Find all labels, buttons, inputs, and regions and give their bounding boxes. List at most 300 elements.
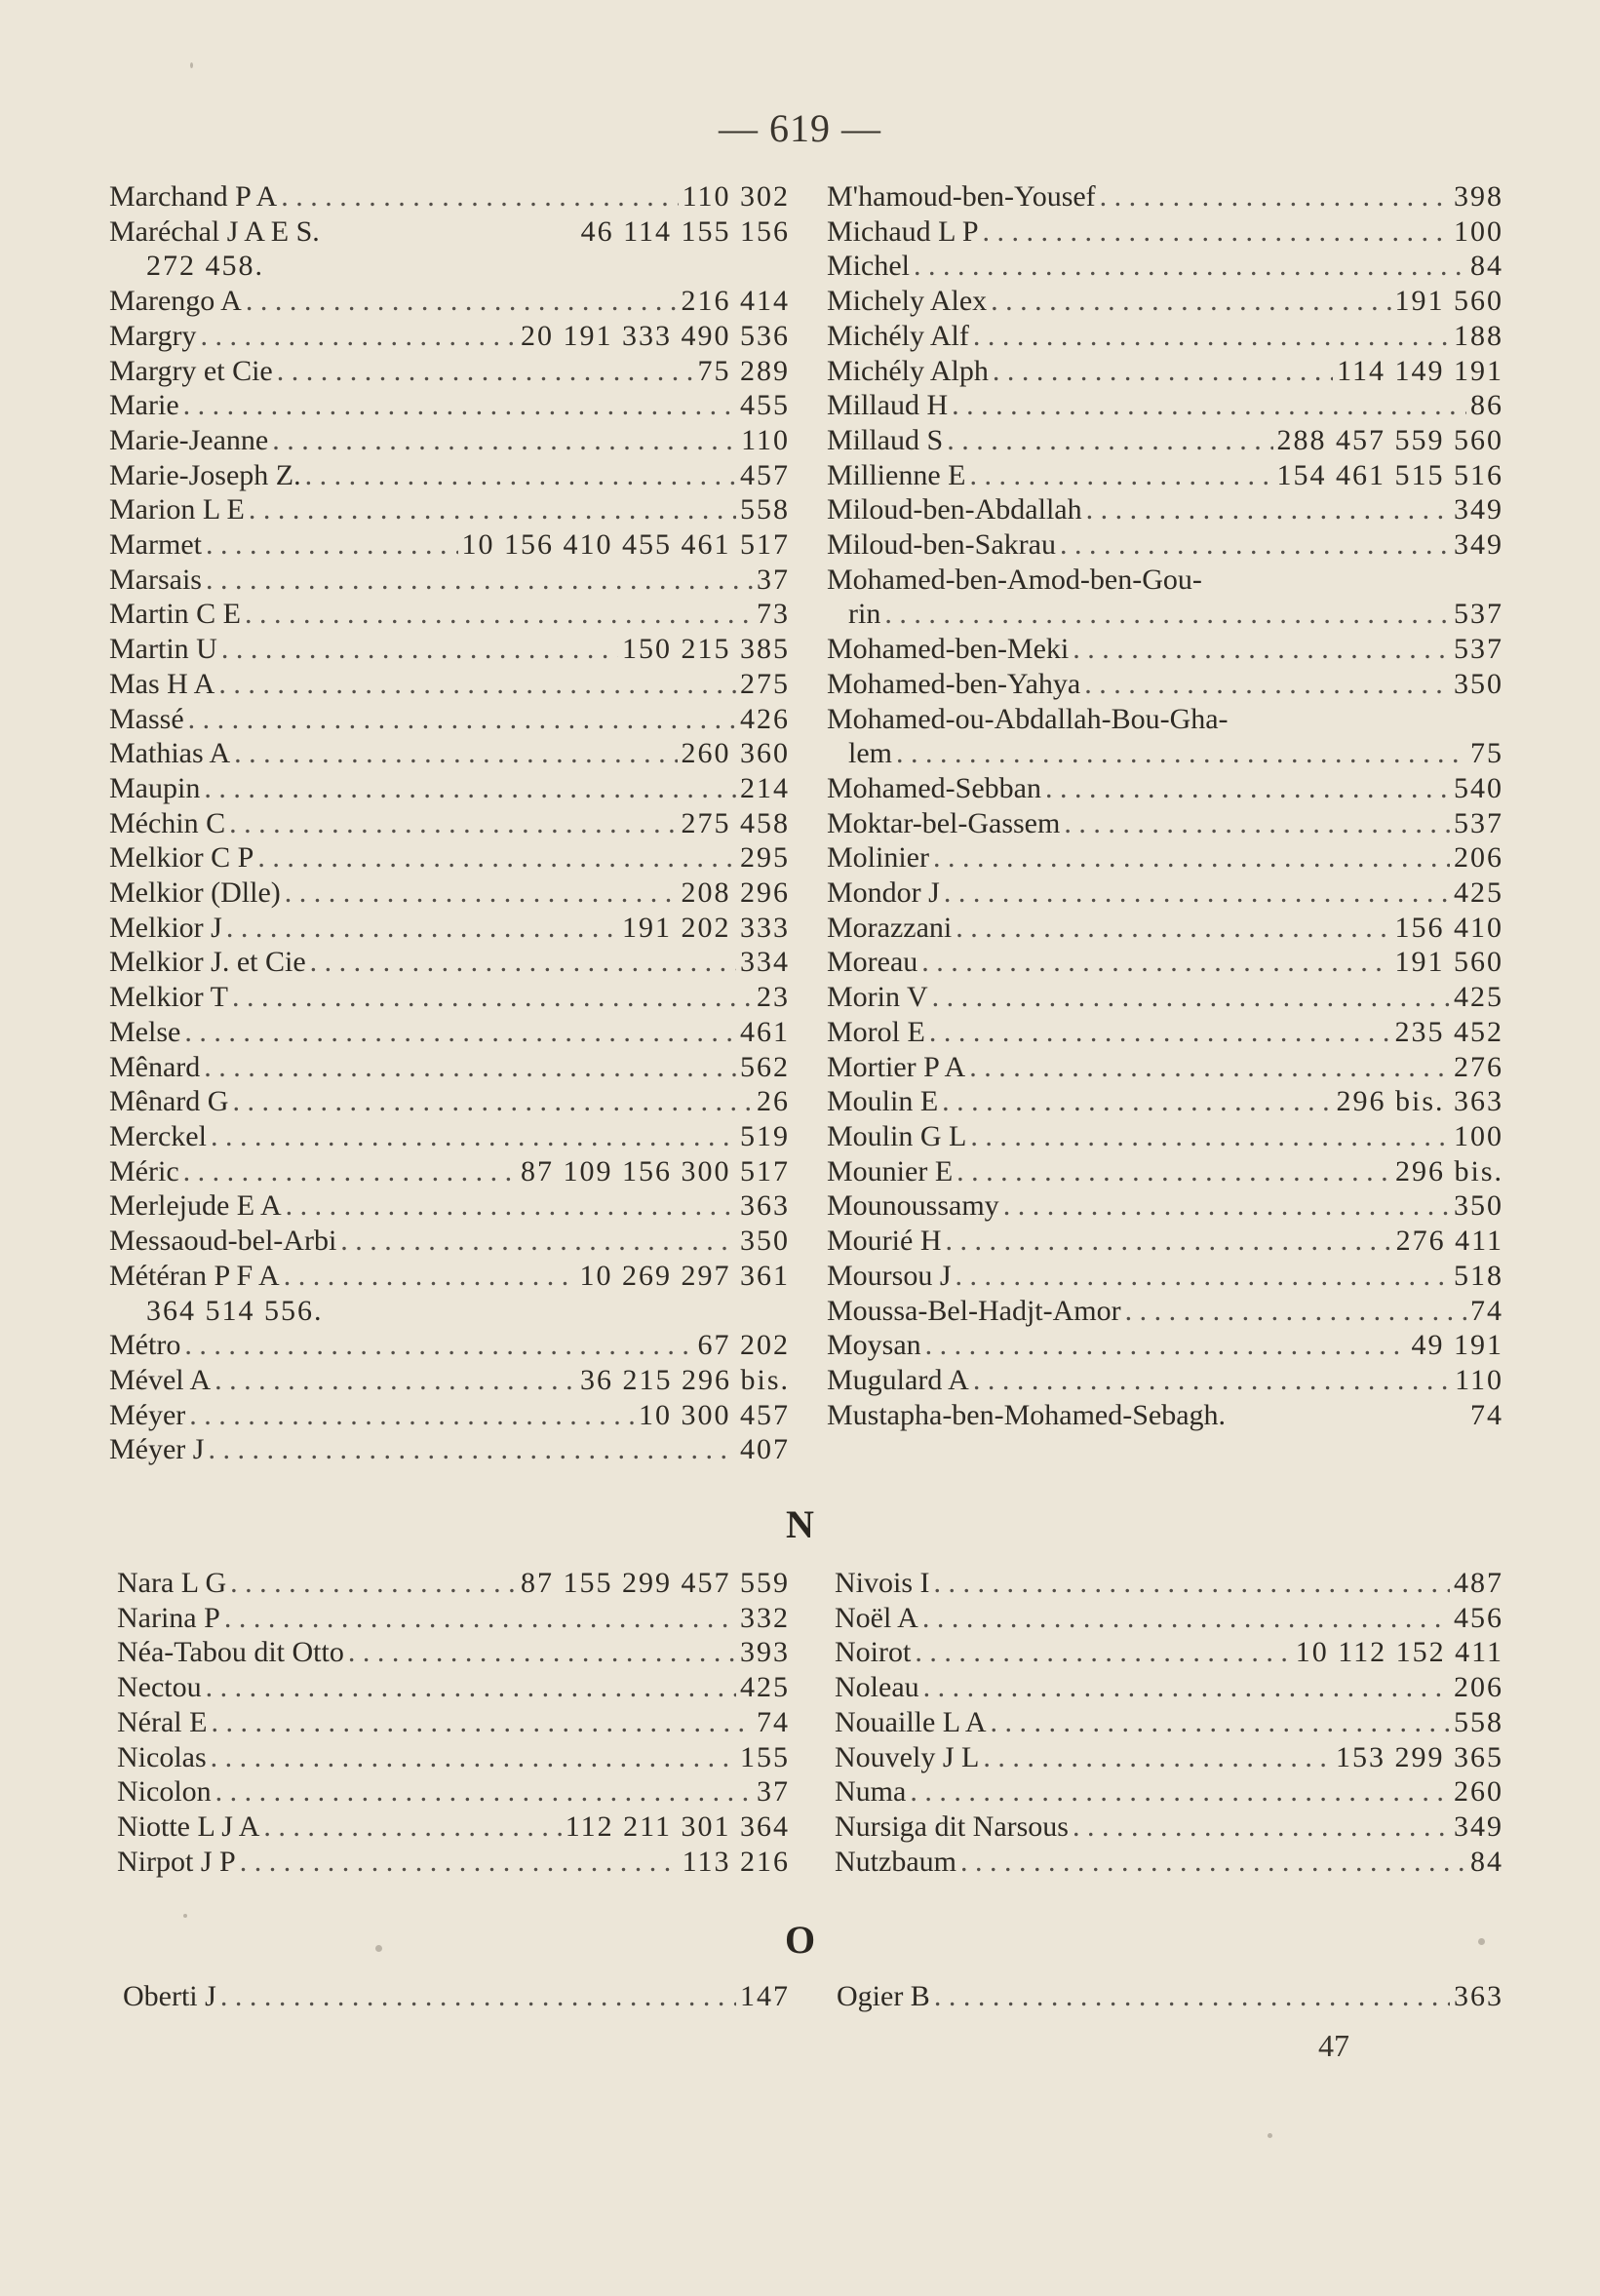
dot-leader xyxy=(956,911,1390,946)
entry-name: Noleau xyxy=(835,1671,919,1704)
index-entry xyxy=(109,876,790,911)
entry-page-refs: 74 xyxy=(1470,1294,1503,1327)
dot-leader xyxy=(1073,632,1450,667)
entry-page-refs: 110 xyxy=(1455,1363,1503,1396)
dot-leader xyxy=(206,527,458,563)
entry-name: Melse xyxy=(109,1015,181,1048)
entry-page-refs: 275 xyxy=(740,667,790,700)
index-entry xyxy=(835,1566,1503,1601)
entry-page-refs: 110 302 xyxy=(682,180,790,213)
dot-leader xyxy=(224,1601,736,1636)
dot-leader xyxy=(285,876,678,911)
entry-page-refs: 191 560 xyxy=(1394,285,1503,318)
entry-name: Moysan xyxy=(827,1329,921,1362)
dot-leader xyxy=(993,354,1333,389)
entry-name: Melkior (Dlle) xyxy=(109,876,281,910)
entry-name: Millaud H xyxy=(827,389,949,422)
entry-page-refs: 426 xyxy=(740,702,790,735)
entry-name: Marie-Jeanne xyxy=(109,423,269,456)
dot-leader xyxy=(215,1774,753,1810)
entry-name: Mével A xyxy=(109,1363,212,1396)
index-entry xyxy=(109,354,790,389)
dot-leader xyxy=(211,1119,736,1154)
dot-leader xyxy=(1003,1188,1450,1224)
entry-name: Morol E xyxy=(827,1015,925,1048)
entry-page-refs: 349 xyxy=(1454,493,1503,526)
entry-page-refs: 75 289 xyxy=(697,354,790,387)
entry-page-refs: 112 211 301 364 xyxy=(565,1810,790,1843)
entry-name: Mohamed-ben-Amod-ben-Gou- xyxy=(827,563,1202,596)
entry-page-refs: 36 215 296 bis. xyxy=(579,1363,790,1396)
entry-name: Méchin C xyxy=(109,806,226,839)
index-entry xyxy=(827,319,1503,354)
entry-name: Mohamed-Sebban xyxy=(827,771,1041,804)
entry-page-refs: 75 xyxy=(1470,737,1503,770)
entry-page-refs: 10 300 457 xyxy=(639,1398,790,1431)
entry-page-refs: 74 xyxy=(757,1705,790,1738)
dot-leader xyxy=(281,179,678,214)
entry-page-refs: 10 269 297 361 xyxy=(579,1259,790,1292)
entry-page-refs: 216 414 xyxy=(681,285,790,318)
index-entry xyxy=(827,911,1503,946)
index-entry xyxy=(827,1259,1503,1294)
entry-page-refs: 349 xyxy=(1454,1810,1503,1843)
index-entry xyxy=(117,1705,790,1740)
dot-leader xyxy=(934,1566,1451,1601)
dot-leader xyxy=(234,736,677,771)
dot-leader xyxy=(215,1363,576,1398)
dot-leader xyxy=(206,563,753,598)
dot-leader xyxy=(286,1188,736,1224)
index-entry xyxy=(109,911,790,946)
entry-page-refs: 74 xyxy=(1470,1398,1503,1431)
entry-page-refs: 100 xyxy=(1454,1119,1503,1152)
entry-page-refs: 288 457 559 560 xyxy=(1276,423,1503,456)
entry-name: Mohamed-ben-Meki xyxy=(827,633,1070,666)
entry-page-refs: 86 xyxy=(1470,389,1503,422)
entry-name: Noirot xyxy=(835,1636,912,1669)
dot-leader xyxy=(915,1635,1291,1670)
dot-leader xyxy=(240,1845,679,1880)
entry-name: Moursou J xyxy=(827,1259,952,1292)
dot-leader xyxy=(925,1328,1408,1363)
entry-name: Mênard G xyxy=(109,1085,229,1118)
index-entry xyxy=(827,1015,1503,1050)
index-entry xyxy=(117,1740,790,1775)
entry-name: Néa-Tabou dit Otto xyxy=(117,1636,344,1669)
dot-leader xyxy=(921,945,1390,980)
index-entry xyxy=(109,458,790,493)
index-entry xyxy=(827,458,1503,493)
index-entry xyxy=(109,563,790,598)
entry-page-refs: 20 191 333 490 536 xyxy=(521,319,790,352)
dot-leader xyxy=(969,458,1272,493)
entry-name: Oberti J xyxy=(123,1980,216,2012)
entry-name: Messaoud-bel-Arbi xyxy=(109,1225,337,1258)
dot-leader xyxy=(923,1670,1450,1705)
entry-page-refs: 154 461 515 516 xyxy=(1276,458,1503,491)
index-entry xyxy=(109,945,790,980)
index-entry xyxy=(109,1119,790,1154)
index-entry xyxy=(835,1740,1503,1775)
dot-leader xyxy=(956,1154,1391,1189)
entry-name: Margry et Cie xyxy=(109,354,273,387)
index-entry xyxy=(827,1119,1503,1154)
entry-name: Martin C E xyxy=(109,598,241,631)
entry-page-refs: 455 xyxy=(740,389,790,422)
entry-name: Morin V xyxy=(827,981,928,1014)
entry-page-refs: 393 xyxy=(740,1636,790,1669)
dot-leader xyxy=(310,945,736,980)
entry-page-refs: 276 411 xyxy=(1395,1225,1503,1258)
dot-leader xyxy=(960,1845,1466,1880)
index-entry xyxy=(837,1979,1503,2014)
index-entry xyxy=(109,840,790,876)
dot-leader xyxy=(226,911,618,946)
dot-leader xyxy=(204,771,736,806)
entry-page-refs: 540 xyxy=(1454,771,1503,804)
index-entry xyxy=(827,667,1503,702)
entry-name: Méyer J xyxy=(109,1433,205,1466)
entry-page-refs: 275 458 xyxy=(681,806,790,839)
index-entry xyxy=(109,771,790,806)
dot-leader xyxy=(272,423,737,458)
entry-page-refs: 350 xyxy=(1454,1189,1503,1223)
entry-name: Melkior J. et Cie xyxy=(109,946,306,979)
dot-leader xyxy=(1084,667,1450,702)
entry-name: Mohamed-ben-Yahya xyxy=(827,667,1081,700)
index-column-m-left xyxy=(109,179,790,1467)
section-heading-o: O xyxy=(784,1918,816,1962)
dot-leader xyxy=(230,1566,517,1601)
dot-leader xyxy=(910,1774,1450,1810)
entry-name: Néral E xyxy=(117,1705,208,1738)
index-entry xyxy=(827,771,1503,806)
entry-page-refs: 49 191 xyxy=(1411,1329,1503,1362)
entry-page-refs: 84 xyxy=(1470,250,1503,283)
index-entry xyxy=(109,1084,790,1119)
entry-page-refs: 235 452 xyxy=(1394,1015,1503,1048)
index-entry xyxy=(827,1050,1503,1085)
dot-leader xyxy=(1064,806,1450,841)
index-entry xyxy=(109,667,790,702)
entry-name: Niotte L J A xyxy=(117,1810,260,1843)
entry-name: Mounoussamy xyxy=(827,1189,999,1223)
index-entry xyxy=(827,214,1503,250)
entry-page-refs: 487 xyxy=(1454,1567,1503,1599)
entry-name: Martin U xyxy=(109,633,217,666)
entry-page-refs: 518 xyxy=(1454,1259,1503,1292)
entry-name: Nicolas xyxy=(117,1740,207,1773)
entry-page-refs: 155 xyxy=(740,1740,790,1773)
index-entry xyxy=(827,423,1503,458)
entry-name: Millienne E xyxy=(827,458,966,491)
index-entry xyxy=(117,1810,790,1845)
index-entry xyxy=(835,1670,1503,1705)
dot-leader xyxy=(188,702,736,737)
dot-leader xyxy=(945,1224,1391,1259)
entry-page-refs: 398 xyxy=(1454,180,1503,213)
dot-leader xyxy=(218,667,736,702)
dot-leader xyxy=(922,1601,1450,1636)
entry-page-refs: 296 bis. 363 xyxy=(1336,1085,1503,1118)
entry-page-refs: 334 xyxy=(740,946,790,979)
index-entry xyxy=(109,632,790,667)
entry-page-refs: 26 xyxy=(757,1085,790,1118)
entry-name: Michély Alph xyxy=(827,354,989,387)
dot-leader xyxy=(204,1050,736,1085)
entry-name: Massé xyxy=(109,702,184,735)
entry-page-refs: 537 xyxy=(1454,598,1503,631)
entry-page-refs: 519 xyxy=(740,1119,790,1152)
entry-page-refs: 156 410 xyxy=(1394,911,1503,944)
index-entry xyxy=(827,249,1503,284)
printer-signature-mark: 47 xyxy=(1318,2028,1349,2063)
dot-leader xyxy=(257,840,736,876)
entry-page-refs: 110 xyxy=(741,423,790,456)
index-column-o-right xyxy=(837,1979,1503,2014)
entry-name: Mugulard A xyxy=(827,1363,969,1396)
dot-leader xyxy=(956,1259,1450,1294)
index-entry xyxy=(827,1154,1503,1189)
dot-leader xyxy=(1060,527,1450,563)
index-entry xyxy=(827,1363,1503,1398)
entry-page-refs: 425 xyxy=(740,1671,790,1704)
entry-name: Mas H A xyxy=(109,667,215,700)
entry-page-refs: 100 xyxy=(1454,214,1503,248)
dot-leader xyxy=(232,980,753,1015)
entry-name-continuation: rin xyxy=(848,598,881,631)
index-entry xyxy=(109,597,790,632)
entry-name: Mounier E xyxy=(827,1154,954,1187)
dot-leader xyxy=(1045,771,1450,806)
entry-name: Mondor J xyxy=(827,876,940,910)
entry-name: Maupin xyxy=(109,771,201,804)
entry-page-refs: 150 215 385 xyxy=(622,633,790,666)
dot-leader xyxy=(340,1224,736,1259)
entry-name: Méric xyxy=(109,1154,179,1187)
index-entry xyxy=(109,702,790,737)
dot-leader xyxy=(184,1015,736,1050)
index-entry xyxy=(827,1224,1503,1259)
entry-name: Maréchal J A E S. xyxy=(109,214,320,248)
entry-name: Numa xyxy=(835,1775,907,1809)
entry-page-refs: 425 xyxy=(1454,876,1503,910)
dot-leader xyxy=(206,1670,736,1705)
index-entry xyxy=(109,980,790,1015)
dot-leader xyxy=(305,458,736,493)
entry-page-refs: 87 155 299 457 559 xyxy=(521,1567,790,1599)
entry-name: Marion L E xyxy=(109,493,245,526)
entry-name: Marmet xyxy=(109,528,202,562)
dot-leader xyxy=(944,876,1450,911)
dot-leader xyxy=(991,284,1390,319)
index-entry xyxy=(827,840,1503,876)
index-entry xyxy=(117,1635,790,1670)
entry-name: Marengo A xyxy=(109,285,242,318)
index-entry xyxy=(109,319,790,354)
section-heading-n: N xyxy=(786,1502,814,1546)
index-entry xyxy=(109,1224,790,1259)
index-entry xyxy=(827,945,1503,980)
index-entry xyxy=(835,1774,1503,1810)
entry-page-refs: 558 xyxy=(1454,1705,1503,1738)
dot-leader xyxy=(969,1050,1450,1085)
index-entry xyxy=(827,1084,1503,1119)
index-entry xyxy=(827,388,1503,423)
dot-leader xyxy=(263,1810,561,1845)
entry-name: Météran P F A xyxy=(109,1259,280,1292)
index-entry xyxy=(827,1294,1503,1329)
index-entry xyxy=(109,388,790,423)
entry-page-refs: 10 156 410 455 461 517 xyxy=(461,528,790,562)
index-entry xyxy=(827,980,1503,1015)
entry-page-refs: 147 xyxy=(740,1980,790,2012)
index-column-o-left xyxy=(123,1979,790,2014)
index-entry xyxy=(117,1774,790,1810)
entry-name: Molinier xyxy=(827,841,929,875)
index-entry xyxy=(109,1328,790,1363)
entry-name: Marie-Joseph Z. xyxy=(109,458,301,491)
entry-page-refs: 214 xyxy=(740,771,790,804)
dot-leader xyxy=(914,249,1466,284)
index-entry xyxy=(117,1845,790,1880)
dot-leader xyxy=(896,736,1466,771)
index-entry xyxy=(827,876,1503,911)
entry-name: Moulin E xyxy=(827,1085,939,1118)
index-entry xyxy=(827,632,1503,667)
entry-page-refs: 407 xyxy=(740,1433,790,1466)
dot-leader xyxy=(884,597,1450,632)
entry-page-refs: 188 xyxy=(1454,319,1503,352)
index-entry xyxy=(117,1670,790,1705)
entry-page-refs: 208 296 xyxy=(681,876,790,910)
dot-leader xyxy=(1100,179,1450,214)
index-entry xyxy=(109,736,790,771)
entry-page-refs: 37 xyxy=(757,563,790,596)
entry-page-refs: 425 xyxy=(1454,981,1503,1014)
entry-name: Nicolon xyxy=(117,1775,212,1809)
dot-leader xyxy=(245,597,753,632)
dot-leader xyxy=(277,354,694,389)
index-entry xyxy=(109,1050,790,1085)
entry-name: Millaud S xyxy=(827,423,944,456)
index-entry xyxy=(117,1566,790,1601)
dot-leader xyxy=(229,806,677,841)
entry-name: Nouvely J L xyxy=(835,1740,980,1773)
entry-page-refs: 84 xyxy=(1470,1845,1503,1878)
entry-page-refs: 562 xyxy=(740,1050,790,1083)
entry-name: Moktar-bel-Gassem xyxy=(827,806,1061,839)
entry-page-refs: 23 xyxy=(757,981,790,1014)
dot-leader xyxy=(211,1740,736,1775)
entry-name: Nara L G xyxy=(117,1567,227,1599)
entry-name-continuation: lem xyxy=(848,737,892,770)
entry-page-refs: 350 xyxy=(1454,667,1503,700)
entry-page-refs: 461 xyxy=(740,1015,790,1048)
entry-name: Margry xyxy=(109,319,197,352)
entry-name: Nouaille L A xyxy=(835,1705,987,1738)
entry-page-refs: 350 xyxy=(740,1225,790,1258)
entry-page-refs: 457 xyxy=(740,458,790,491)
index-entry xyxy=(827,1398,1503,1433)
entry-name: Michaud L P xyxy=(827,214,979,248)
entry-refs-continuation: 272 458. xyxy=(146,250,264,283)
dot-leader xyxy=(952,388,1466,423)
page-number: — 619 — xyxy=(719,106,881,150)
index-column-n-left xyxy=(117,1566,790,1879)
entry-page-refs: 260 360 xyxy=(681,737,790,770)
dot-leader xyxy=(947,423,1272,458)
index-entry xyxy=(109,1015,790,1050)
entry-page-refs: 113 216 xyxy=(682,1845,790,1878)
index-entry xyxy=(109,1398,790,1433)
entry-page-refs: 46 114 155 156 xyxy=(580,214,790,248)
entry-page-refs: 153 299 365 xyxy=(1336,1740,1503,1773)
entry-name: Mathias A xyxy=(109,737,231,770)
entry-name: Méyer xyxy=(109,1398,186,1431)
entry-name: Miloud-ben-Abdallah xyxy=(827,493,1082,526)
dot-leader xyxy=(211,1705,753,1740)
index-column-m-right xyxy=(827,179,1503,1432)
dot-leader xyxy=(991,1705,1450,1740)
entry-page-refs: 206 xyxy=(1454,841,1503,875)
entry-page-refs: 349 xyxy=(1454,528,1503,562)
dot-leader xyxy=(189,1398,635,1433)
dot-leader xyxy=(348,1635,736,1670)
index-entry xyxy=(109,1432,790,1467)
entry-page-refs: 114 149 191 xyxy=(1337,354,1503,387)
entry-name: Marchand P A xyxy=(109,180,278,213)
entry-page-refs: 456 xyxy=(1454,1601,1503,1634)
entry-name: Nirpot J P xyxy=(117,1845,236,1878)
entry-name: Moreau xyxy=(827,946,918,979)
dot-leader xyxy=(1125,1294,1466,1329)
entry-name: Moulin G L xyxy=(827,1119,967,1152)
entry-page-refs: 537 xyxy=(1454,633,1503,666)
index-column-n-right xyxy=(835,1566,1503,1879)
index-entry xyxy=(827,702,1503,771)
entry-name: Mohamed-ou-Abdallah-Bou-Gha- xyxy=(827,702,1229,735)
entry-page-refs: 260 xyxy=(1454,1775,1503,1809)
entry-name: Mortier P A xyxy=(827,1050,966,1083)
entry-name: Nivois I xyxy=(835,1567,930,1599)
dot-leader xyxy=(932,980,1450,1015)
entry-page-refs: 296 bis. xyxy=(1394,1154,1503,1187)
index-entry xyxy=(827,527,1503,563)
entry-name: Marie xyxy=(109,389,179,422)
entry-page-refs: 10 112 152 411 xyxy=(1295,1636,1503,1669)
index-entry xyxy=(827,179,1503,214)
entry-name: Miloud-ben-Sakrau xyxy=(827,528,1056,562)
entry-page-refs: 276 xyxy=(1454,1050,1503,1083)
dot-leader xyxy=(970,1119,1450,1154)
entry-page-refs: 73 xyxy=(757,598,790,631)
entry-name: Mustapha-ben-Mohamed-Sebagh. xyxy=(827,1398,1227,1431)
entry-name: M'hamoud-ben-Yousef xyxy=(827,180,1096,213)
dot-leader xyxy=(284,1259,576,1294)
index-entry xyxy=(827,563,1503,632)
entry-name: Nursiga dit Narsous xyxy=(835,1810,1069,1843)
dot-leader xyxy=(249,492,736,527)
entry-page-refs: 363 xyxy=(1454,1980,1503,2012)
entry-page-refs: 363 xyxy=(740,1189,790,1223)
dot-leader xyxy=(983,214,1450,250)
paper-speck xyxy=(183,1914,187,1918)
entry-refs-continuation: 364 514 556. xyxy=(146,1294,324,1327)
dot-leader xyxy=(183,1154,517,1189)
entry-name: Michel xyxy=(827,250,910,283)
